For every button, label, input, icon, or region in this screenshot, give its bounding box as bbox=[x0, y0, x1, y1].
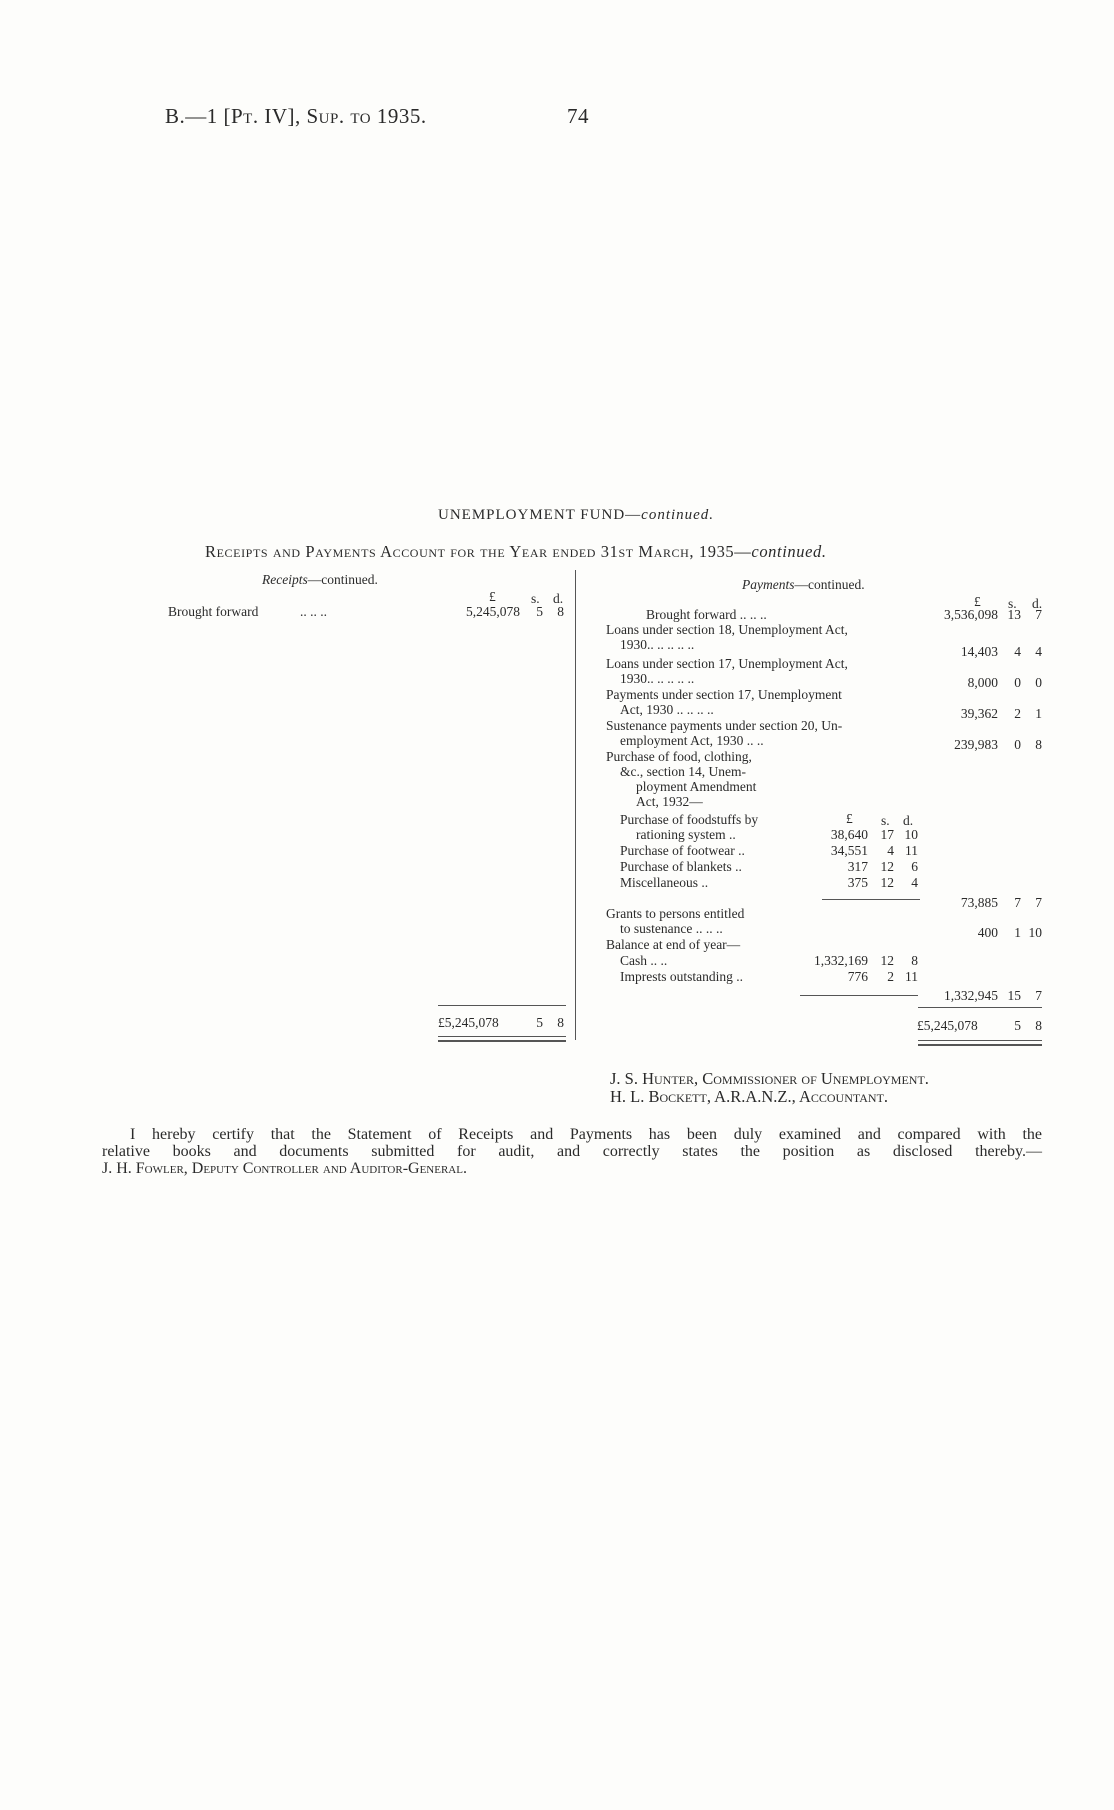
grants-shillings: 1 bbox=[1014, 925, 1021, 940]
foodstuffs-line1: Purchase of foodstuffs by bbox=[620, 812, 759, 827]
signature-accountant: H. L. Bockett, A.R.A.N.Z., Accountant. bbox=[610, 1087, 889, 1106]
payments-s17-line2: Act, 1930 .. .. .. .. bbox=[620, 702, 714, 717]
purchase-total-pence: 7 bbox=[1035, 895, 1042, 910]
blankets-shillings: 12 bbox=[880, 859, 894, 874]
payments-heading-continued: —continued. bbox=[794, 577, 865, 592]
loans-s18-pence: 4 bbox=[1035, 644, 1042, 659]
imprests-shillings: 2 bbox=[887, 969, 894, 984]
receipts-total-double-rule bbox=[438, 1036, 566, 1042]
receipts-total-pounds: £5,245,078 bbox=[438, 1015, 499, 1030]
loans-s17-pounds: 8,000 bbox=[967, 675, 998, 690]
payments-heading bbox=[742, 577, 865, 592]
fund-title bbox=[438, 507, 714, 524]
account-title bbox=[205, 542, 827, 562]
fund-title-continued: continued. bbox=[641, 507, 715, 523]
blankets-pounds: 317 bbox=[847, 859, 868, 874]
sub-col-shillings: s. bbox=[881, 813, 890, 828]
balance-heading: Balance at end of year— bbox=[606, 937, 741, 952]
payments-brought-forward-pounds: 3,536,098 bbox=[944, 607, 998, 622]
loans-s18-shillings: 4 bbox=[1014, 644, 1021, 659]
account-title-continued: continued. bbox=[751, 542, 827, 561]
grants-line2: to sustenance .. .. .. bbox=[620, 921, 723, 936]
payments-heading-label: Payments bbox=[742, 577, 795, 592]
receipts-total-rule bbox=[438, 1005, 566, 1006]
payments-brought-forward-label: Brought forward .. .. .. bbox=[646, 607, 767, 622]
purchase-total-shillings: 7 bbox=[1014, 895, 1021, 910]
sustenance-pence: 8 bbox=[1035, 737, 1042, 752]
payments-col-shillings: s. bbox=[1008, 596, 1017, 611]
grants-pounds: 400 bbox=[977, 925, 998, 940]
payments-s17-pence: 1 bbox=[1035, 706, 1042, 721]
grants-line1: Grants to persons entitled bbox=[606, 906, 745, 921]
receipts-col-pence: d. bbox=[553, 591, 564, 606]
loans-s17-line2: 1930.. .. .. .. .. bbox=[620, 671, 695, 686]
miscellaneous-pounds: 375 bbox=[847, 875, 868, 890]
purchase-heading-line2: &c., section 14, Unem- bbox=[620, 764, 746, 779]
sustenance-pounds: 239,983 bbox=[954, 737, 998, 752]
payments-col-pounds: £ bbox=[974, 594, 981, 609]
payments-total-rule bbox=[918, 1007, 1042, 1008]
payments-total-double-rule bbox=[918, 1040, 1042, 1046]
foodstuffs-line2: rationing system .. bbox=[636, 827, 736, 842]
foodstuffs-shillings: 17 bbox=[880, 827, 894, 842]
loans-s17-shillings: 0 bbox=[1014, 675, 1021, 690]
footwear-pence: 11 bbox=[905, 843, 918, 858]
cash-pence: 8 bbox=[911, 953, 918, 968]
receipts-brought-forward-label: Brought forward bbox=[168, 604, 259, 619]
receipts-brought-forward-pence: 8 bbox=[557, 604, 564, 619]
cash-pounds: 1,332,169 bbox=[814, 953, 868, 968]
account-title-main: Receipts and Payments Account for the Year ended 31st March, 1935— bbox=[205, 542, 752, 561]
loans-s18-line2: 1930.. .. .. .. .. bbox=[620, 637, 695, 652]
purchase-heading-line4: Act, 1932— bbox=[636, 794, 703, 809]
receipts-col-shillings: s. bbox=[531, 591, 540, 606]
purchase-heading-line1: Purchase of food, clothing, bbox=[606, 749, 752, 764]
receipts-brought-forward-pounds: 5,245,078 bbox=[466, 604, 520, 619]
imprests-pounds: 776 bbox=[847, 969, 868, 984]
foodstuffs-pence: 10 bbox=[904, 827, 918, 842]
loans-s18-pounds: 14,403 bbox=[960, 644, 998, 659]
loans-s17-line1: Loans under section 17, Unemployment Act, bbox=[606, 656, 848, 671]
payments-brought-forward-pence: 7 bbox=[1035, 607, 1042, 622]
cash-shillings: 12 bbox=[880, 953, 894, 968]
sub-col-pence: d. bbox=[903, 813, 914, 828]
certificate-line1: I hereby certify that the Statement of Receipts and Payments has been duly examined and compared with the bbox=[130, 1126, 1042, 1143]
payments-brought-forward-shillings: 13 bbox=[1007, 607, 1021, 622]
purchase-total-pounds: 73,885 bbox=[960, 895, 998, 910]
footwear-pounds: 34,551 bbox=[830, 843, 868, 858]
payments-total-shillings: 5 bbox=[1014, 1018, 1021, 1033]
payments-s17-shillings: 2 bbox=[1014, 706, 1021, 721]
sub-col-pounds: £ bbox=[846, 811, 853, 826]
receipts-heading bbox=[262, 572, 378, 587]
miscellaneous-shillings: 12 bbox=[880, 875, 894, 890]
page-number: 74 bbox=[567, 104, 589, 128]
sustenance-line2: employment Act, 1930 .. .. bbox=[620, 733, 764, 748]
receipts-total-pence: 8 bbox=[557, 1015, 564, 1030]
payments-s17-line1: Payments under section 17, Unemployment bbox=[606, 687, 842, 702]
imprests-label: Imprests outstanding .. bbox=[620, 969, 743, 984]
miscellaneous-label: Miscellaneous .. bbox=[620, 875, 709, 890]
loans-s18-line1: Loans under section 18, Unemployment Act, bbox=[606, 622, 848, 637]
receipts-col-pounds: £ bbox=[489, 589, 496, 604]
purchase-heading-line3: ployment Amendment bbox=[636, 779, 757, 794]
miscellaneous-pence: 4 bbox=[911, 875, 918, 890]
loans-s17-pence: 0 bbox=[1035, 675, 1042, 690]
balance-total-shillings: 15 bbox=[1007, 988, 1021, 1003]
balance-total-pounds: 1,332,945 bbox=[944, 988, 998, 1003]
imprests-pence: 11 bbox=[905, 969, 918, 984]
sustenance-line1: Sustenance payments under section 20, Un- bbox=[606, 718, 843, 733]
balance-total-pence: 7 bbox=[1035, 988, 1042, 1003]
receipts-brought-forward-dots: .. .. .. bbox=[300, 604, 327, 619]
document-reference: B.—1 [Pt. IV], Sup. to 1935. bbox=[165, 104, 427, 128]
receipts-heading-continued: —continued. bbox=[307, 572, 378, 587]
receipts-total-shillings: 5 bbox=[536, 1015, 543, 1030]
certificate-line2: relative books and documents submitted for audit, and correctly states the position as disclosed thereby.— bbox=[102, 1143, 1042, 1160]
fund-title-main: UNEMPLOYMENT FUND— bbox=[438, 507, 642, 523]
cash-label: Cash .. .. bbox=[620, 953, 668, 968]
receipts-heading-label: Receipts bbox=[262, 572, 308, 587]
payments-total-pounds: £5,245,078 bbox=[917, 1018, 978, 1033]
column-separator bbox=[575, 570, 576, 1040]
foodstuffs-pounds: 38,640 bbox=[830, 827, 868, 842]
sustenance-shillings: 0 bbox=[1014, 737, 1021, 752]
receipts-brought-forward-shillings: 5 bbox=[536, 604, 543, 619]
payments-total-pence: 8 bbox=[1035, 1018, 1042, 1033]
footwear-shillings: 4 bbox=[887, 843, 894, 858]
certificate-line3: J. H. Fowler, Deputy Controller and Auditor-General. bbox=[102, 1160, 467, 1177]
blankets-pence: 6 bbox=[911, 859, 918, 874]
grants-pence: 10 bbox=[1028, 925, 1042, 940]
payments-s17-pounds: 39,362 bbox=[960, 706, 998, 721]
blankets-label: Purchase of blankets .. bbox=[620, 859, 742, 874]
signature-commissioner: J. S. Hunter, Commissioner of Unemployment. bbox=[610, 1069, 929, 1088]
footwear-label: Purchase of footwear .. bbox=[620, 843, 745, 858]
payments-col-pence: d. bbox=[1032, 596, 1043, 611]
